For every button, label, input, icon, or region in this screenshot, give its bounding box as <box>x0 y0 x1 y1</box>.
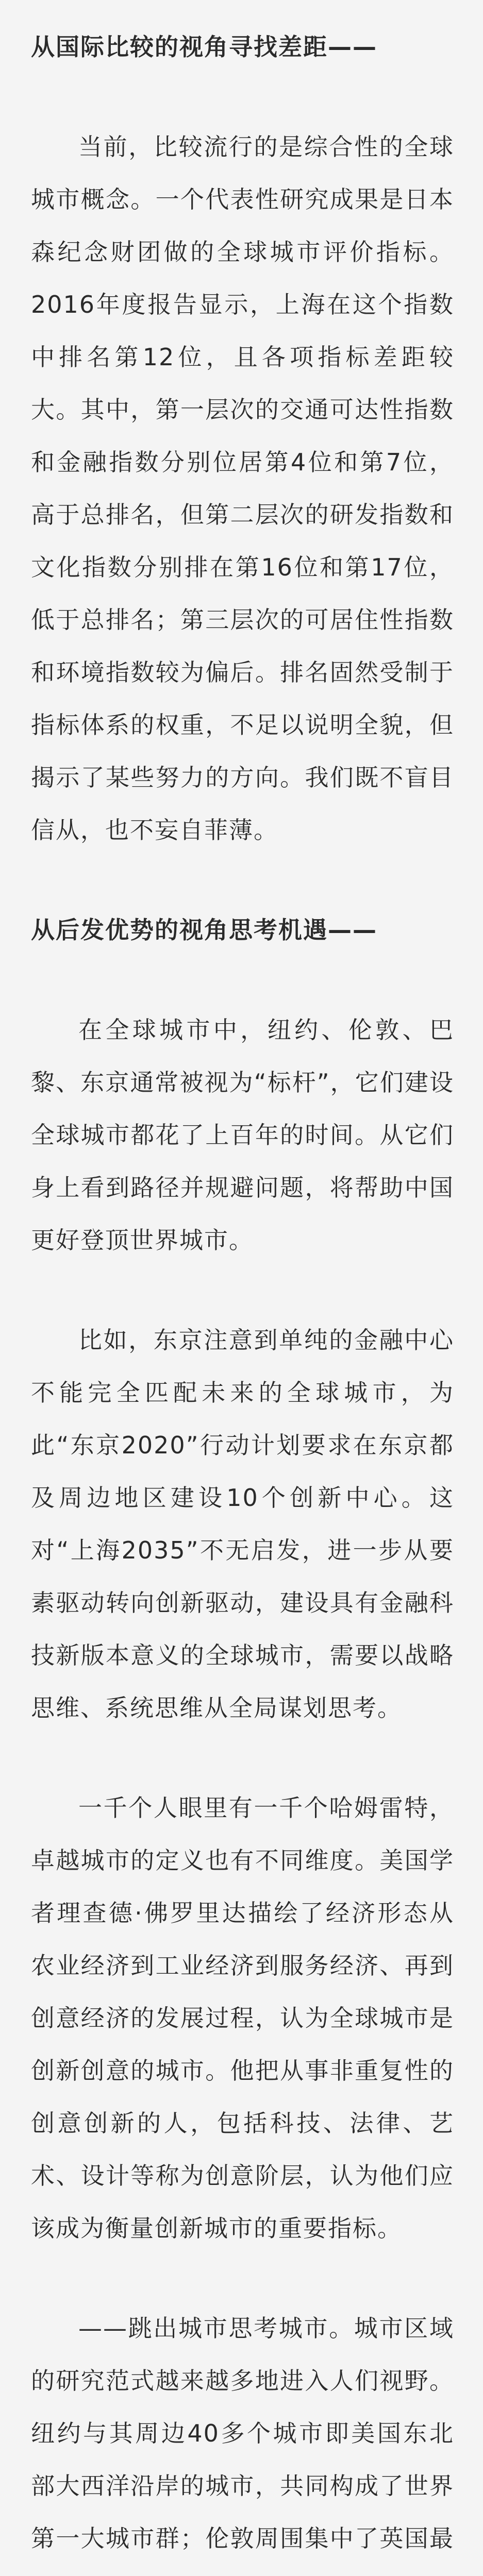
section-title-intl: 从国际比较的视角寻找差距—— <box>31 33 377 61</box>
paragraph-beyond-city: ——跳出城市思考城市。城市区域的研究范式越来越多地进入人们视野。纽约与其周边40多个城市即美国东北部大西洋沿岸的城市，共同构成了世界第一大城市群；伦敦周围集中了英国最 <box>31 2314 454 2552</box>
paragraph-tokyo: 比如，东京注意到单纯的金融中心不能完全匹配未来的全球城市，为此“东京2020”行动计划要求在东京都及周边地区建设10个创新中心。这对“上海2035”不无启发，进一步从要素驱动转向创新驱动，建设具有金融科技新版本意义的全球城市，需要以战略思维、系统思维从全局谋划思考。 <box>31 1326 454 1722</box>
section-title-latecomer: 从后发优势的视角思考机遇—— <box>31 916 377 944</box>
paragraph-ranking: 当前，比较流行的是综合性的全球城市概念。一个代表性研究成果是日本森纪念财团做的全球城市评价指标。2016年度报告显示，上海在这个指数中排名第12位，且各项指标差距较大。其中，第一层次的交通可达性指数和金融指数分别位居第4位和第7位，高于总排名，但第二层次的研发指数和文化指数分别排在第16位和第17位，低于总排名；第三层次的可居住性指数和环境指数较为偏后。排名固然受制于指标体系的权重，不足以说明全貌，但揭示了某些努力的方向。我们既不盲目信从，也不妄自菲薄。 <box>31 133 454 844</box>
paragraph-hamlet: 一千个人眼里有一千个哈姆雷特，卓越城市的定义也有不同维度。美国学者理查德·佛罗里达描绘了经济形态从农业经济到工业经济到服务经济、再到创意经济的发展过程，认为全球城市是创新创意的城市。他把从事非重复性的创意创新的人，包括科技、法律、艺术、设计等称为创意阶层，认为他们应该成为衡量创新城市的重要指标。 <box>31 1794 454 2242</box>
paragraph-benchmark-cities: 在全球城市中，纽约、伦敦、巴黎、东京通常被视为“标杆”，它们建设全球城市都花了上百年的时间。从它们身上看到路径并规避问题，将帮助中国更好登顶世界城市。 <box>31 1016 454 1254</box>
